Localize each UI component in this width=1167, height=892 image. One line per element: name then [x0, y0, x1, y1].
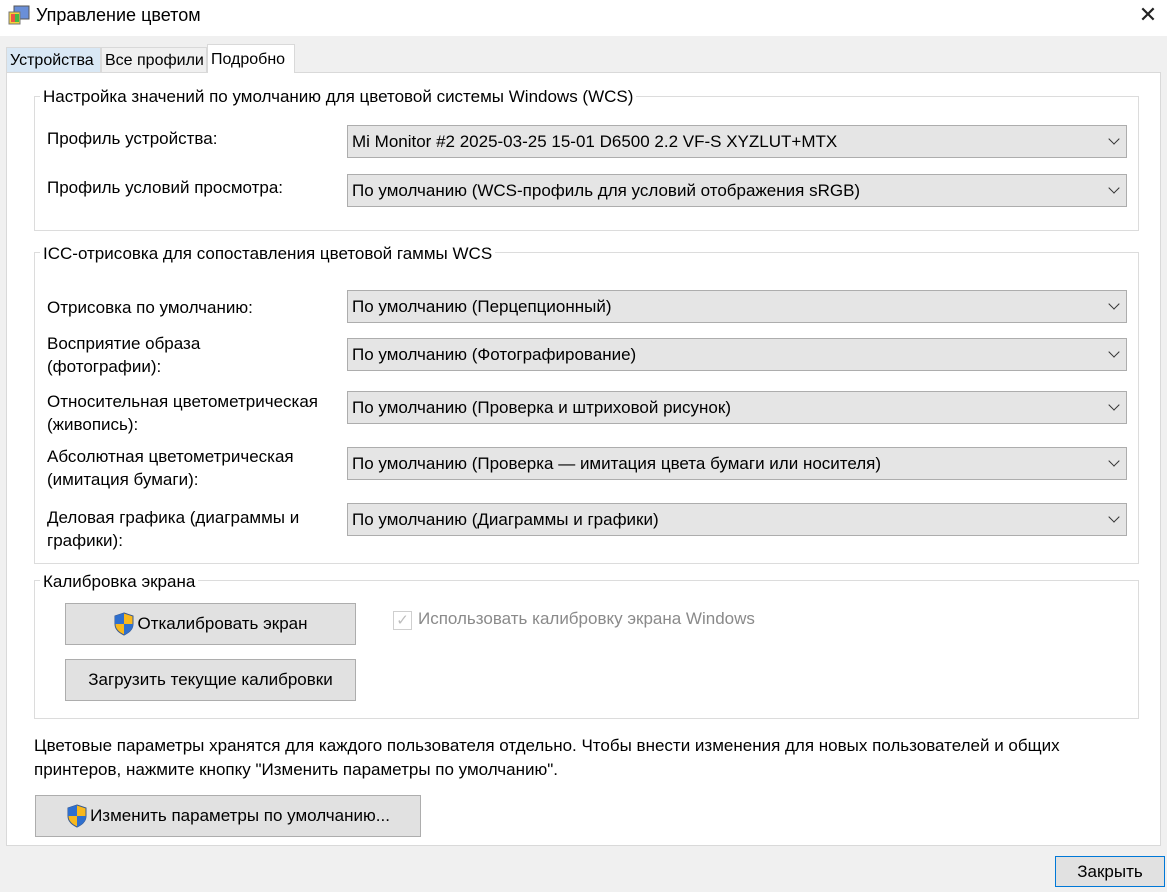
- use-windows-calibration-label: Использовать калибровку экрана Windows: [418, 609, 755, 628]
- tab-advanced[interactable]: Подробно: [207, 44, 295, 73]
- uac-shield-icon: [113, 612, 135, 636]
- close-window-icon[interactable]: ✕: [1138, 2, 1158, 27]
- wcs-legend: Настройка значений по умолчанию для цветовой системы Windows (WCS): [40, 87, 636, 107]
- calibrate-display-label: Откалибровать экран: [137, 614, 308, 633]
- select-value: По умолчанию (Фотографирование): [352, 345, 637, 364]
- close-button-label: Закрыть: [1077, 861, 1143, 881]
- absolute-colorimetric-select[interactable]: [347, 447, 1127, 480]
- select-value: По умолчанию (Диаграммы и графики): [352, 510, 659, 529]
- chevron-down-icon: [1108, 455, 1119, 466]
- viewing-conditions-value: По умолчанию (WCS-профиль для условий отображения sRGB): [352, 181, 861, 200]
- color-management-icon: [8, 5, 30, 27]
- chevron-down-icon: [1108, 182, 1119, 193]
- chevron-down-icon: [1108, 399, 1119, 410]
- use-windows-calibration-checkbox[interactable]: ✓: [393, 611, 412, 630]
- tab-devices[interactable]: Устройства: [6, 47, 101, 72]
- reload-calibrations-button[interactable]: [65, 659, 356, 701]
- device-profile-label: Профиль устройства:: [47, 129, 218, 148]
- title-bar: [0, 0, 1167, 36]
- close-button[interactable]: [1055, 856, 1165, 887]
- change-system-defaults-label: Изменить параметры по умолчанию...: [90, 806, 390, 825]
- calibrate-display-button[interactable]: [65, 603, 356, 645]
- relative-colorimetric-select[interactable]: [347, 391, 1127, 424]
- device-profile-value: Mi Monitor #2 2025-03-25 15-01 D6500 2.2 VF-S XYZLUT+MTX: [352, 132, 838, 151]
- uac-shield-icon: [66, 804, 88, 828]
- select-value: По умолчанию (Проверка и штриховой рисунок): [352, 398, 731, 417]
- tab-all-profiles[interactable]: Все профили: [101, 47, 207, 72]
- reload-calibrations-label: Загрузить текущие калибровки: [88, 670, 333, 689]
- chevron-down-icon: [1108, 346, 1119, 357]
- default-rendering-label: Отрисовка по умолчанию:: [47, 298, 253, 317]
- perceptual-select[interactable]: [347, 338, 1127, 371]
- window-title: Управление цветом: [36, 5, 201, 25]
- select-value: По умолчанию (Проверка — имитация цвета бумаги или носителя): [352, 454, 882, 473]
- chevron-down-icon: [1108, 511, 1119, 522]
- perceptual-label: Восприятие образа (фотографии):: [47, 334, 201, 376]
- viewing-conditions-select[interactable]: [347, 174, 1127, 207]
- calibration-legend: Калибровка экрана: [40, 572, 198, 592]
- select-value: По умолчанию (Перцепционный): [352, 297, 612, 316]
- per-user-note: Цветовые параметры хранятся для каждого пользователя отдельно. Чтобы внести изменения для новых пользователей и общих принтеров, нажмите кнопку "Изменить параметры по умолчанию".: [34, 736, 1060, 779]
- business-graphics-label: Деловая графика (диаграммы и графики):: [47, 508, 300, 550]
- business-graphics-select[interactable]: [347, 503, 1127, 536]
- chevron-down-icon: [1108, 133, 1119, 144]
- relative-colorimetric-label: Относительная цветометрическая (живопись):: [47, 392, 318, 434]
- chevron-down-icon: [1108, 298, 1119, 309]
- wcs-group: [34, 96, 1139, 231]
- viewing-conditions-label: Профиль условий просмотра:: [47, 178, 284, 197]
- device-profile-select[interactable]: [347, 125, 1127, 158]
- absolute-colorimetric-label: Абсолютная цветометрическая (имитация бумаги):: [47, 447, 294, 489]
- change-system-defaults-button[interactable]: [35, 795, 421, 837]
- default-rendering-select[interactable]: [347, 290, 1127, 323]
- icc-legend: ICC-отрисовка для сопоставления цветовой гаммы WCS: [40, 244, 495, 264]
